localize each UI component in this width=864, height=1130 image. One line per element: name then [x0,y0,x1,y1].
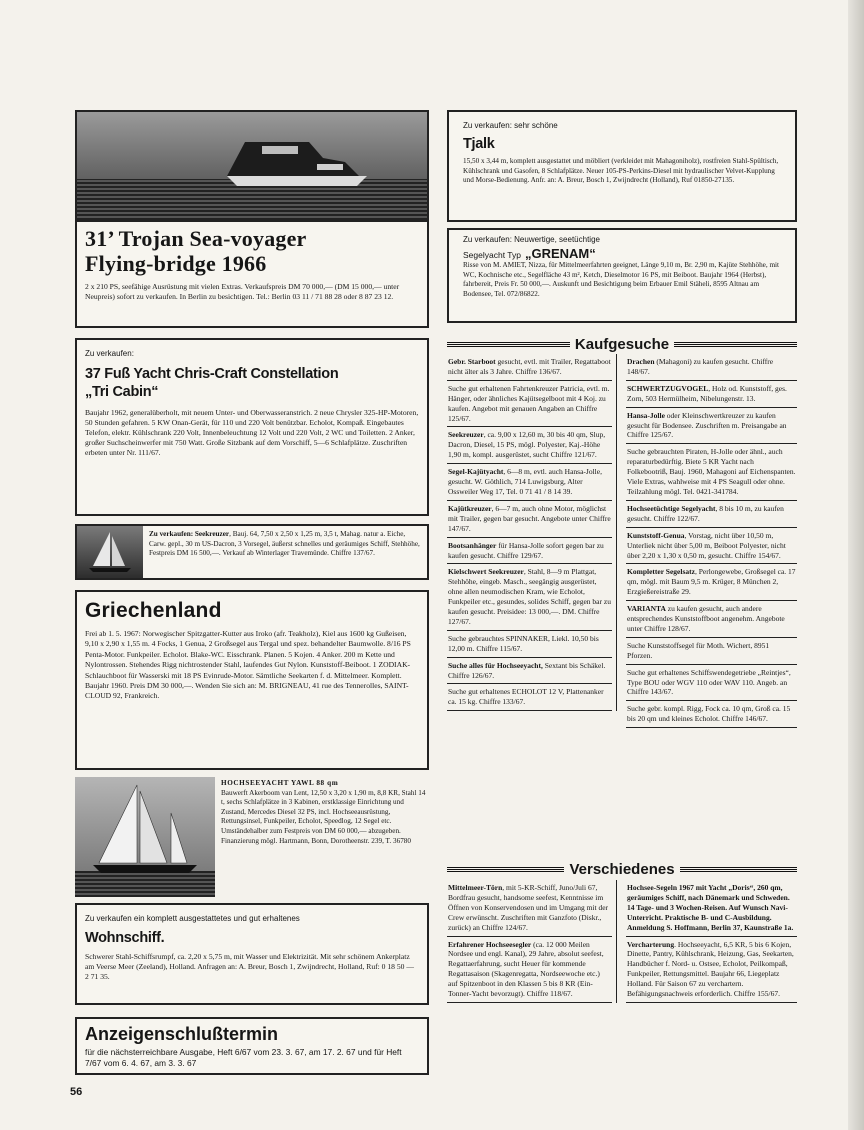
seekreuzer-lead: Zu verkaufen: Seekreuzer [149,530,230,538]
ad-trojan [75,110,429,328]
kaufgesuche-left-entry-lead: Kielschwert Seekreuzer [448,567,524,577]
kaufgesuche-right-entry [626,354,797,381]
kaufgesuche-left-entry-text: , Stahl, 8—9 m Plattgat, Stehhöhe, eingeb. Masch., seegängig ausgerüstet, ohne allen neumodischen Kram, wie Echolot, Funkpeiler etc., gesundes, solides Schiff, gegen bar zu kaufen gesucht. Preisidee: 13 000,—. DM. Chiffre 127/67. [448,567,611,626]
kaufgesuche-right-entry-lead: Hansa-Jolle [627,410,665,420]
verschiedenes-left-entry [447,880,612,937]
grenam-intro: Zu verkaufen: Neuwertige, seetüchtige [463,235,600,244]
verschiedenes-left-entry [447,937,612,1003]
ad-wohnschiff [75,903,429,1005]
kaufgesuche-left-entry-text: gesucht, evtl. mit Trailer, Regattaboot nicht älter als 3 Jahre. Chiffre 136/67. [448,357,611,376]
kaufgesuche-left-entry-lead: Kajütkreuzer [448,503,492,513]
kaufgesuche-left-entry-text: , 6—8 m, evtl. auch Hansa-Jolle, gesucht. W. Göthlich, 714 Luwigsburg, Alter Ossweiler Weg 17, Tel. 0 71 41 / 8 14 39. [448,467,602,496]
ad-yawl [75,777,429,899]
kaufgesuche-left-entry [447,354,612,381]
kaufgesuche-left-entry [447,464,612,501]
kaufgesuche-left-entry-text: , 6—7 m, auch ohne Motor, möglichst mit Trailer, gegen bar gesucht. Angebote unter Chiffre 147/67. [448,503,611,533]
section-verschiedenes-header [447,862,797,876]
kaufgesuche-left-column [447,354,617,711]
kaufgesuche-right-entry-text: Suche Kunststoffsegel für Moth. Wichert, 8951 Pforzen. [627,640,770,660]
kaufgesuche-right-entry-text: , Perlongewebe, Großsegel ca. 17 qm, mögl. mit Baum 9,5 m. Krüger, 8 München 2, Erzgießereistraße 29. [627,567,796,597]
kaufgesuche-right-column [626,354,797,728]
verschiedenes-left-entry-text: , mit 5-KR-Schiff, Juno/Juli 67, Bordfrau gesucht, handsome seefest, Kenntnisse im Öffnen von Konservendosen und im Umgang mit der Crew erwünscht. Zuschriften mit Ganzfoto (Diskr., zurück) an Chiffre 124/67. [448,883,609,932]
verschiedenes-left-entry-text: (ca. 12 000 Meilen Nordsee und engl. Kanal), 29 Jahre, absolut seefest, Regattaerfahrung, sucht Heuer für kommende Regattasaison (Skagenregatta, Nordseewoche etc.) auf Spitzenboot in den Klassen 5 bis 8 KR (Ein-Tonner-Yacht bevorzugt). Chiffre 118/67. [448,939,604,999]
kaufgesuche-right-entry-lead: Hochseetüchtige Segelyacht [627,503,716,513]
motor-yacht-photo [77,112,427,222]
verschiedenes-right-entry [626,880,797,937]
kaufgesuche-left-entry [447,381,612,428]
kaufgesuche-right-entry-lead: SCHWERTZUGVOGEL [627,383,709,393]
section-kaufgesuche-title: Kaufgesuche [574,335,670,353]
grenam-name: „GRENAM“ [524,246,596,261]
kaufgesuche-left-entry-lead: Gebr. Starboot [448,357,496,366]
griechenland-title: Griechenland [85,599,222,622]
kaufgesuche-right-entry-text: , Vorstag, nicht über 10,50 m, Unterliek nicht über 5,00 m, Beiboot Polyester, nicht über 2,20 x 1,30 x 0,50 m, gesucht. Chiffre 154/67. [627,530,786,560]
kaufgesuche-right-entry-text: oder Kleinschwertkreuzer zu kaufen gesucht für Bodensee. Zuschriften m. Preisangabe an Chiffre 125/67. [627,410,787,440]
ad-tjalk [447,110,797,222]
trojan-title-line2: Flying-bridge 1966 [85,251,267,276]
ad-anzeigenschluss [75,1017,429,1075]
kaufgesuche-left-entry-lead: Segel-Kajütyacht [448,467,504,477]
kaufgesuche-right-entry [626,501,797,528]
kaufgesuche-right-entry-text: Suche gut erhaltenes Schiffswendegetriebe „Reintjes“, Type BOU oder WGV 110 oder WAV 110. Angeb. an Chiffre 143/67. [627,667,791,697]
kaufgesuche-left-entry-lead: Bootsanhänger [448,540,497,550]
kaufgesuche-right-entry-text: , 8 bis 10 m, zu kaufen gesucht. Chiffre 122/67. [627,503,784,523]
kaufgesuche-left-entry-text: Suche gut erhaltenen Fahrtenkreuzer Patricia, evtl. m. Hänger, oder ähnliches Kajütsegelboot mit 4 Koj. zu kaufen. Angebot mit genauen Angaben an Chiffre 125/67. [448,383,610,423]
ad-chris-craft [75,338,429,516]
yawl-body: Bauwerft Akerboom van Lent, 12,50 x 3,20 x 1,90 m, 8,8 KR, Stahl 14 t, sechs Schlafplätze in 3 Kabinen, erstklassige Einrichtung und Zustand, Mercedes Diesel 32 PS, incl. Hochseeausrüstung, Rettungsinsel, Funkpeiler, Echolot, Speedlog, 12 Segel etc. Umständehalber zum Festpreis von DM 60 000,— abzugeben. Finanzierung mögl. Hartmann, Bonn, Dorotheenstr. 239, T. 36780 [221,788,426,845]
kaufgesuche-right-entry [626,444,797,501]
chriscraft-intro: Zu verkaufen: [85,349,134,358]
verschiedenes-right-entry [626,937,797,1003]
kaufgesuche-right-entry-text: (Mahagoni) zu kaufen gesucht. Chiffre 148/67. [627,357,774,376]
wohnschiff-title: Wohnschiff. [85,930,165,946]
ad-grenam [447,228,797,323]
chriscraft-title-line2: „Tri Cabin“ [85,384,159,400]
verschiedenes-left-entry-lead: Erfahrener Hochseesegler [448,939,532,949]
kaufgesuche-left-entry [447,538,612,565]
page-number: 56 [70,1086,83,1098]
yawl-photo [75,777,215,897]
kaufgesuche-left-entry [447,658,612,685]
trojan-body: 2 x 210 PS, seefähige Ausrüstung mit vielen Extras. Verkaufspreis DM 70 000,— (DM 15 000,— unter Neupreis) sofort zu verkaufen. In Berlin zu besichtigen. Tel.: Berlin 03 11 / 71 88 28 oder 8 87 23 12. [85,282,400,301]
page-edge-shadow [848,0,864,1130]
verschiedenes-right-column [626,880,797,1003]
kaufgesuche-left-entry [447,631,612,658]
kaufgesuche-left-entry-lead: Seekreuzer [448,430,484,440]
kaufgesuche-right-entry [626,638,797,665]
kaufgesuche-right-entry-lead: Drachen [627,357,655,366]
kaufgesuche-left-entry-text: Suche gebrauchtes SPINNAKER, Liekl. 10,50 bis 12,00 m. Chiffre 115/67. [448,633,599,653]
verschiedenes-right-entry-lead: Hochsee-Segeln 1967 mit Yacht „Doris“, 260 qm, geräumiges Schiff, nach Dänemark und Schweden. 14 Tage- und 3 Wochen-Reisen. Auf Wunsch Navi-Unterricht. Praktische B- und C-Ausbildung. Anmeldung S. Hoffmann, Berlin 37, Kaunstraße 1a. [627,883,794,932]
kaufgesuche-right-entry [626,408,797,445]
kaufgesuche-right-entry-text: zu kaufen gesucht, auch andere entsprechendes Kunststoffboot angenehm. Angebote unter Chiffre 128/67. [627,604,785,633]
kaufgesuche-right-entry [626,564,797,601]
kaufgesuche-right-entry [626,665,797,702]
anzeigen-body: für die nächsterreichbare Ausgabe, Heft 6/67 vom 23. 3. 67, am 17. 2. 67 und für Heft 7/67 vom 6. 4. 67, am 3. 3. 67 [85,1047,402,1068]
kaufgesuche-left-entry [447,501,612,538]
kaufgesuche-left-entry-text: , ca. 9,00 x 12,60 m, 30 bis 40 qm, Slup, Dacron, Diesel, 15 PS, mögl. Polyester, Kaj.-Höhe 1,90 m, kompl. ausgerüstet, sucht Chiffre 121/67. [448,430,606,460]
tjalk-body: 15,50 x 3,44 m, komplett ausgestattet und möbliert (verkleidet mit Mahagoniholz), rostfreien Stahl-Spültisch, Kühlschrank und Gasofen, 8 Schlafplätze. Neuer 105-PS-Perkins-Diesel mit hydraulischer Velvet-Kupplung und Morse-Bedienung. Anfr. an: A. Breur, Bosch 1, Zwijndrecht (Holland), Ruf 01850-27135. [463,157,779,185]
kaufgesuche-right-entry-lead: Kunststoff-Genua [627,530,685,540]
kaufgesuche-left-entry [447,684,612,711]
kaufgesuche-right-entry-text: Suche gebrauchten Piraten, H-Jolle oder ähnl., auch reparaturbedürftig. Biete 5 KR Yacht nach Folkebootriß, Bauj. 1960, Mahagoni auf Eichenspanten. Viele Extras, wahlweise mit 4 PS Seagull oder ohne. Teilzahlung mögl. Tel. 0421-341784. [627,447,796,496]
chriscraft-body: Baujahr 1962, generalüberholt, mit neuem Unter- und Oberwasseranstrich. 2 neue Chrysler 325-HP-Motoren, 50 Stunden gefahren. 5 KW Onan-Gerät, für 110 und 220 Volt benützbar. Echolot, Kompaß. Eingebautes Telefon, elektr. Kühlschrank 220 Volt, Innenbeleuchtung 12 Volt und 220 Volt, 2 WC und Toiletten. 2 Anker, großer Suchscheinwerfer mit 750 Watt. Große Sitzbank auf dem Vorschiff, 5—6 Schlafplätze. Zuschriften erbeten unter Nr. 111/67. [85,408,419,457]
boat-silhouette [77,112,427,222]
kaufgesuche-right-entry [626,601,797,638]
section-kaufgesuche-header [447,337,797,351]
anzeigen-title: Anzeigenschlußtermin [85,1024,279,1044]
kaufgesuche-left-entry-text: Sextant bis Schäkel. Chiffre 126/67. [448,660,606,680]
kaufgesuche-left-entry-text: für Hansa-Jolle sofort gegen bar zu kaufen gesucht. Chiffre 129/67. [448,540,604,560]
kaufgesuche-right-entry-lead: VARIANTA [627,604,666,614]
ad-griechenland [75,590,429,770]
verschiedenes-left-column [447,880,617,1003]
kaufgesuche-right-entry [626,381,797,408]
verschiedenes-right-entry-text: . Hochseeyacht, 6,5 KR, 5 bis 6 Kojen, Dinette, Pantry, Kühlschrank, Heizung, Gas, Seekarten, Handbücher f. Nord- u. Ostsee, Echolot, Peilkompaß, Funkpeiler, Rettungsmittel. Baujahr 66, Liegeplatz Holland. Für Saison 67 zu verchartern. Befähigungsnachweis erforderlich. Chiffre 155/67. [627,939,794,999]
tjalk-title: Tjalk [463,136,495,152]
yawl-lead: HOCHSEEYACHT YAWL 88 qm [221,779,339,787]
wohnschiff-body: Schwerer Stahl-Schiffsrumpf, ca. 2,20 x 5,75 m, mit Wasser und Elektrizität. Mit sehr schönem Ankerplatz am Veerse Meer (Zeeland), Holland. Anfragen an: A. Breur, Bosch 1, Zwijndrecht, Holland, Ruf: 0 18 50 — 2 71 35. [85,952,414,981]
kaufgesuche-right-entry-text: Suche gebr. kompl. Rigg, Fock ca. 10 qm, Groß ca. 15 bis 20 qm und kleines Echolot. Chiffre 146/67. [627,704,791,724]
ad-seekreuzer [75,524,429,580]
kaufgesuche-right-entry-text: , Holz od. Kunststoff, ges. Zorn, 503 Hermülheim, Nibelungenstr. 13. [627,383,787,403]
verschiedenes-left-entry-lead: Mittelmeer-Törn [448,883,503,892]
kaufgesuche-right-entry [626,701,797,728]
wohnschiff-intro: Zu verkaufen ein komplett ausgestattetes und gut erhaltenes [85,914,300,923]
griechenland-body: Frei ab 1. 5. 1967: Norwegischer Spitzgatter-Kutter aus Iroko (afr. Teakholz), Kiel aus 1600 kg Gußeisen, 9,10 x 2,90 x 1,55 m. 4 Focks, 1 Genua, 2 Großsegel aus Tergal und spez. behandelter Baumwolle. 8/16 PS Penta-Motor. Funkpeiler. Echolot. Blake-WC. Eisschrank. Planen. 5 Kojen. 4 Anker. 200 m Kette und Nylontrossen. Stehendes Rigg nichtrostender Stahl, laufendes Gut Nylon. Kunststoff-Beiboot. 1 ZODIAK-Schlauchboot für Wasserski mit 18 PS Evinrude-Motor. Sämtliche Seekarten f. d. Mittelmeer. Komplett. Baujahr 1960. Preis DM 30 000,—. Wenden Sie sich an: M. BRIGNEAU, 41 rue des Tennerolles, SAINT-CLOUD 92, Frankreich. [85,629,411,701]
tjalk-intro: Zu verkaufen: sehr schöne [463,121,558,130]
trojan-title-line1: 31’ Trojan Sea-voyager [85,226,307,251]
grenam-body: Risse von M. AMIET, Nizza, für Mittelmeerfahrten geeignet, Länge 9,10 m, Br. 2,90 m, Kajüte Stehhöhe, mit WC, Kochnische etc., Segelfläche 43 m², Ketch, Dieselmotor 16 PS, mit Beiboot. Baujahr 1964 (Herbst), fahrbereit, Preis Fr. 50 000,—. Auskunft und Besichtigung beim Erbauer Emil Stäheli, 8595 Altnau am Bodensee, Tel. 072/86822. [463,261,780,298]
section-verschiedenes-title: Verschiedenes [569,860,675,878]
seekreuzer-body: , Bauj. 64, 7,50 x 2,50 x 1,25 m, 3,5 t, Mahag. natur a. Eiche, Carw. gepl., 30 m US-Dacron, 3 Vorsegel, äußerst schnelles und geräumiges Schiff, Stehhöhe, Festpreis DM 16 500,—. Verkauf ab Winterlager Travemünde. Chiffre 137/67. [149,530,420,558]
sailboat-photo [77,526,143,578]
verschiedenes-right-entry-lead: Vercharterung [627,939,675,949]
kaufgesuche-left-entry-lead: Suche alles für Hochseeyacht, [448,660,543,670]
kaufgesuche-left-entry [447,427,612,464]
kaufgesuche-left-entry-text: Suche gut erhaltenes ECHOLOT 12 V, Plattenanker ca. 15 kg. Chiffre 133/67. [448,687,604,707]
chriscraft-title-line1: 37 Fuß Yacht Chris-Craft Constellation [85,366,339,382]
kaufgesuche-left-entry [447,564,612,630]
kaufgesuche-right-entry [626,528,797,565]
grenam-lead: Segelyacht Typ [463,250,521,260]
kaufgesuche-right-entry-lead: Kompletter Segelsatz [627,567,695,577]
